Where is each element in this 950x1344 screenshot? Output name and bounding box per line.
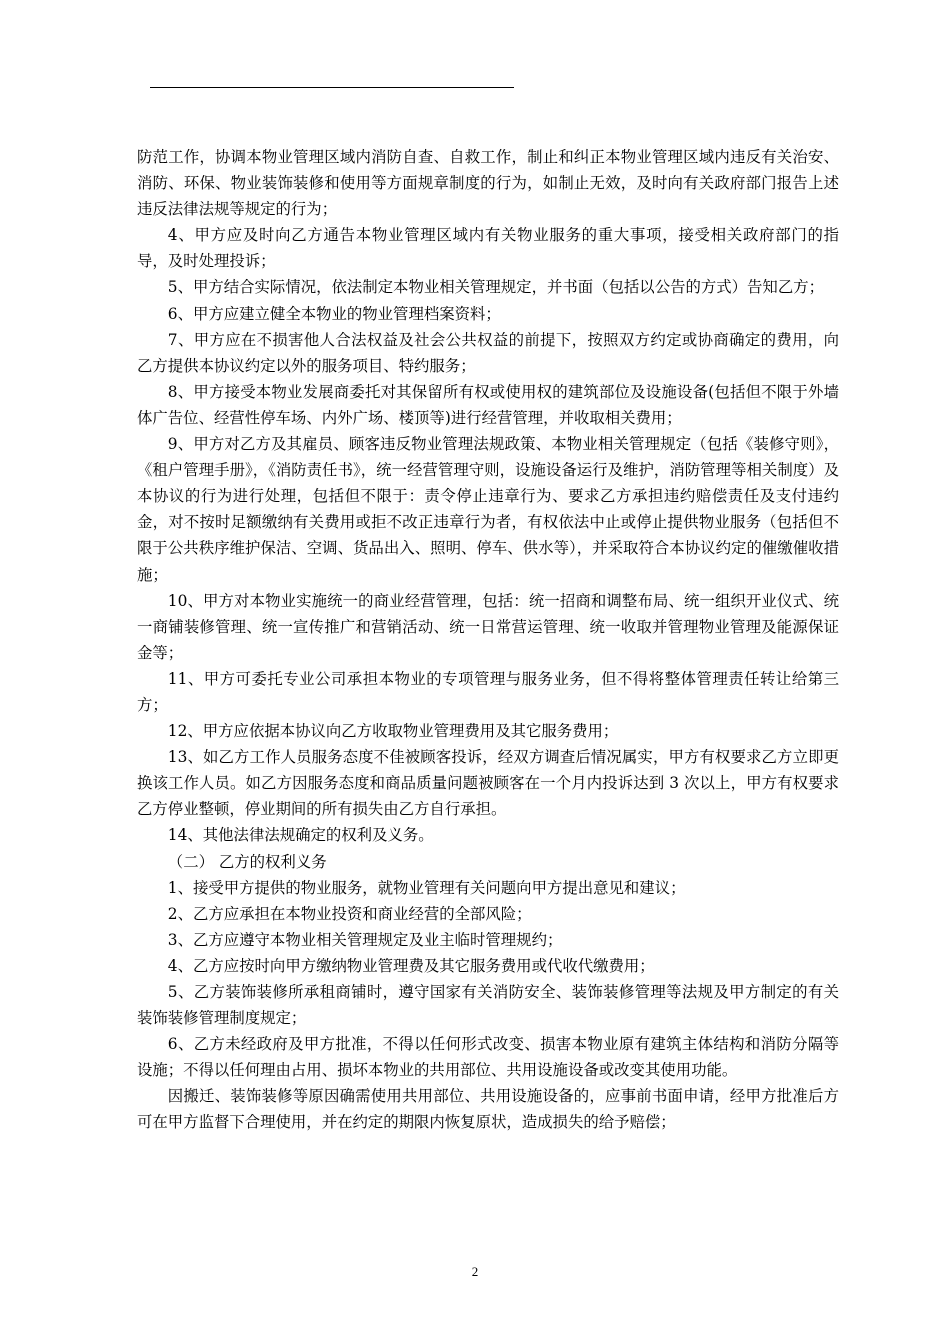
paragraph: 1、接受甲方提供的物业服务，就物业管理有关问题向甲方提出意见和建议； <box>167 878 686 897</box>
paragraph: 10、甲方对本物业实施统一的商业经营管理，包括：统一招商和调整布局、统一组织开业仪式、统一商铺装修管理、统一宣传推广和营销活动、统一日常营运管理、统一收取并管理物业管理及能源保证金等； <box>137 591 839 662</box>
paragraph: 6、乙方未经政府及甲方批准，不得以任何形式改变、损害本物业原有建筑主体结构和消防分隔等设施；不得以任何理由占用、损坏本物业的共用部位、共用设施设备或改变其使用功能。 <box>137 1035 839 1080</box>
document-body <box>137 144 839 1136</box>
page-number: 2 <box>471 1264 479 1279</box>
paragraph: 8、甲方接受本物业发展商委托对其保留所有权或使用权的建筑部位及设施设备(包括但不限于外墙体广告位、经营性停车场、内外广场、楼顶等)进行经营管理，并收取相关费用； <box>137 382 839 427</box>
header-rule <box>150 87 514 88</box>
paragraph: 防范工作，协调本物业管理区域内消防自查、自救工作，制止和纠正本物业管理区域内违反有关治安、消防、环保、物业装饰装修和使用等方面规章制度的行为，如制止无效，及时向有关政府部门报告上述违反法律法规等规定的行为； <box>137 148 839 219</box>
paragraph: 4、乙方应按时向甲方缴纳物业管理费及其它服务费用或代收代缴费用； <box>167 956 655 975</box>
paragraph: 14、其他法律法规确定的权利及义务。 <box>167 826 434 845</box>
paragraph: 5、甲方结合实际情况，依法制定本物业相关管理规定，并书面（包括以公告的方式）告知乙方； <box>167 278 824 297</box>
paragraph: 4、甲方应及时向乙方通告本物业管理区域内有关物业服务的重大事项，接受相关政府部门的指导，及时处理投诉； <box>137 226 839 271</box>
paragraph: 6、甲方应建立健全本物业的物业管理档案资料； <box>167 304 501 323</box>
paragraph: 3、乙方应遵守本物业相关管理规定及业主临时管理规约； <box>167 930 563 949</box>
paragraph: 7、甲方应在不损害他人合法权益及社会公共权益的前提下，按照双方约定或协商确定的费用，向乙方提供本协议约定以外的服务项目、特约服务； <box>137 330 839 375</box>
paragraph: 12、甲方应依据本协议向乙方收取物业管理费用及其它服务费用； <box>167 722 619 741</box>
paragraph: 13、如乙方工作人员服务态度不佳被顾客投诉，经双方调查后情况属实，甲方有权要求乙方立即更换该工作人员。如乙方因服务态度和商品质量问题被顾客在一个月内投诉达到 3 次以上，甲方有权要求乙方停业整顿，停业期间的所有损失由乙方自行承担。 <box>137 748 839 819</box>
paragraph: 因搬迁、装饰装修等原因确需使用共用部位、共用设施设备的，应事前书面申请，经甲方批准后方可在甲方监督下合理使用，并在约定的期限内恢复原状，造成损失的给予赔偿； <box>137 1087 839 1132</box>
paragraph: 9、甲方对乙方及其雇员、顾客违反物业管理法规政策、本物业相关管理规定（包括《装修守则》，《租户管理手册》，《消防责任书》，统一经营管理守则，设施设备运行及维护，消防管理等相关制度）及本协议的行为进行处理，包括但不限于：责令停止违章行为、要求乙方承担违约赔偿责任及支付违约金，对不按时足额缴纳有关费用或拒不改正违章行为者，有权依法中止或停止提供物业服务（包括但不限于公共秩序维护保洁、空调、货品出入、照明、停车、供水等），并采取符合本协议约定的催缴催收措施； <box>137 435 839 584</box>
section-heading: （二） 乙方的权利义务 <box>167 852 327 871</box>
paragraph: 2、乙方应承担在本物业投资和商业经营的全部风险； <box>167 904 532 923</box>
paragraph: 5、乙方装饰装修所承租商铺时，遵守国家有关消防安全、装饰装修管理等法规及甲方制定的有关装饰装修管理制度规定； <box>137 983 839 1028</box>
paragraph: 11、甲方可委托专业公司承担本物业的专项管理与服务业务，但不得将整体管理责任转让给第三方； <box>137 669 839 714</box>
